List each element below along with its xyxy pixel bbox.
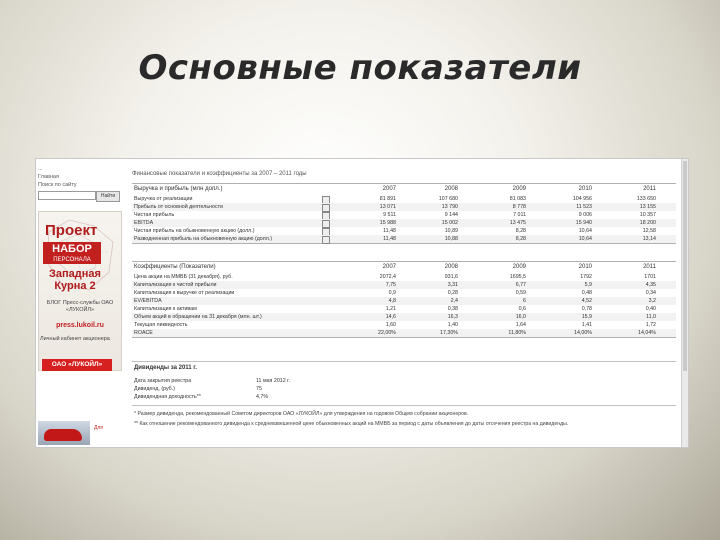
cell: 16,3 (447, 314, 458, 320)
cell: 22,00% (378, 330, 396, 336)
banner-link[interactable]: press.lukoil.ru (56, 322, 104, 329)
dividend-row (134, 377, 334, 385)
row-label: Дивиденд, (руб.) (134, 386, 175, 392)
cell: 4,35 (645, 282, 656, 288)
cell: 15 988 (379, 220, 396, 226)
row-label: Цена акции на ММВБ (31 декабря), руб. (134, 274, 233, 280)
financial-table (132, 159, 682, 447)
banner-proekt: Проект (45, 222, 98, 239)
row-label: Разводненная прибыль на обыкновенную акцию (долл.) (134, 236, 273, 242)
year-header: 2008 (444, 186, 458, 192)
section-header (132, 262, 676, 273)
cell: 11,48 (383, 228, 396, 234)
ratios-section (132, 261, 676, 338)
year-header: 2009 (512, 186, 526, 192)
cell: 107 680 (438, 196, 458, 202)
chart-icon[interactable] (322, 236, 330, 244)
cell: 0,34 (645, 290, 656, 296)
cell: 11 мая 2012 г. (256, 378, 290, 384)
cell: 1792 (580, 274, 592, 280)
cell: 1,40 (447, 322, 458, 328)
cell: 14,6 (385, 314, 396, 320)
table-row (132, 281, 676, 289)
banner-personala: ПЕРСОНАЛА (43, 256, 101, 264)
scrollbar[interactable] (681, 159, 688, 447)
site-nav-item[interactable]: ... (38, 166, 43, 172)
banner-zapadnaya: Западная Курна 2 (49, 268, 101, 292)
year-header: 2008 (444, 264, 458, 270)
cell: 10 357 (639, 212, 656, 218)
cell: 0,59 (515, 290, 526, 296)
cell: 7 011 (513, 212, 526, 218)
site-nav (38, 165, 120, 189)
divider (132, 405, 676, 406)
cell: 0,9 (388, 290, 396, 296)
cell: 13 071 (379, 204, 396, 210)
cell: 11 523 (576, 204, 592, 210)
row-label: EBITDA (134, 220, 154, 226)
row-label: Объем акций в обращении на 31 декабря (млн. шт.) (134, 314, 262, 320)
table-row (132, 219, 676, 227)
cell: 4,52 (581, 298, 592, 304)
table-row (132, 211, 676, 219)
table-heading: Финансовые показатели и коэффициенты за 2007 – 2011 годы (132, 171, 307, 177)
cell: 13 475 (509, 220, 526, 226)
cell: 10,64 (578, 228, 592, 234)
cell: 9 006 (578, 212, 592, 218)
table-row (132, 297, 676, 305)
cell: 18 200 (639, 220, 656, 226)
dividend-row (134, 393, 334, 401)
year-header: 2011 (643, 186, 656, 192)
cell: 104 956 (572, 196, 592, 202)
cell: 11,48 (383, 236, 396, 242)
row-label: Текущая ликвидность (134, 322, 188, 328)
year-header: 2007 (382, 264, 396, 270)
cell: 1,64 (515, 322, 526, 328)
row-label: Капитализация к выручке от реализации (134, 290, 235, 296)
row-label: Дата закрытия реестра (134, 378, 192, 384)
cell: 2072,4 (379, 274, 396, 280)
car-ad-text: Для (94, 425, 104, 431)
year-header: 2010 (578, 186, 592, 192)
site-nav-item[interactable]: Главная (38, 174, 59, 180)
cell: 75 (256, 386, 262, 392)
year-header: 2009 (512, 264, 526, 270)
cell: 81 891 (379, 196, 396, 202)
cell: 10,64 (578, 236, 592, 242)
cell: 6,77 (515, 282, 526, 288)
section-label: Выручка и прибыль (млн долл.) (134, 186, 223, 192)
cell: 2,4 (450, 298, 458, 304)
row-label: EV/EBITDA (134, 298, 162, 304)
row-label: Выручка от реализации (134, 196, 193, 202)
cell: 0,38 (447, 306, 458, 312)
cell: 14,04% (638, 330, 656, 336)
cell: 10,89 (444, 228, 458, 234)
cell: 16,0 (515, 314, 526, 320)
cell: 8,28 (515, 228, 526, 234)
cell: 13,14 (642, 236, 656, 242)
cell: 81 083 (509, 196, 526, 202)
cell: 9 144 (444, 212, 458, 218)
slide-title: Основные показатели (138, 48, 582, 88)
cell: 12,58 (642, 228, 656, 234)
scrollbar-thumb[interactable] (683, 161, 687, 371)
lukoil-button[interactable]: ОАО «ЛУКОЙЛ» (42, 359, 112, 371)
site-search-input[interactable] (38, 191, 96, 200)
cell: 931,6 (444, 274, 458, 280)
cell: 0,40 (645, 306, 656, 312)
cell: 1,72 (645, 322, 656, 328)
dividend-row (134, 385, 334, 393)
divider (132, 361, 676, 362)
cell: 11,0 (646, 314, 656, 320)
cell: 1,41 (581, 322, 592, 328)
cell: 7,75 (385, 282, 396, 288)
year-header: 2010 (578, 264, 592, 270)
year-header: 2011 (643, 264, 656, 270)
cell: 17,30% (440, 330, 458, 336)
cell: 6 (523, 298, 526, 304)
table-row (132, 329, 676, 337)
cell: 0,48 (581, 290, 592, 296)
cell: 8 778 (512, 204, 526, 210)
cell: 133 650 (636, 196, 656, 202)
section-label: Коэффициенты (Показатели) (134, 264, 216, 270)
banner-blog: БЛОГ Пресс-службы ОАО «ЛУКОЙЛ» (46, 300, 114, 313)
cell: 0,28 (447, 290, 458, 296)
cell: 3,2 (648, 298, 656, 304)
dividends-heading: Дивиденды за 2011 г. (134, 365, 197, 371)
cell: 0,6 (518, 306, 526, 312)
table-row (132, 203, 676, 211)
table-row (132, 289, 676, 297)
cell: 13 155 (639, 204, 656, 210)
table-row (132, 313, 676, 321)
embedded-screenshot (35, 158, 689, 448)
cell: 15 002 (441, 220, 458, 226)
footnote: * Размер дивиденда, рекомендованный Советом директоров ОАО «ЛУКОЙЛ» для утверждения на годовом Общем собрании акционеров. (134, 411, 469, 417)
cell: 1,21 (385, 306, 396, 312)
shareholder-cabinet-link[interactable]: Личный кабинет акционера (40, 336, 110, 342)
site-nav-item[interactable]: Поиск по сайту (38, 182, 77, 188)
cell: 5,9 (584, 282, 592, 288)
cell: 3,31 (447, 282, 458, 288)
cell: 13 790 (441, 204, 458, 210)
cell: 15 940 (575, 220, 592, 226)
banner-nabor: НАБОР (43, 242, 101, 256)
section-header (132, 184, 676, 195)
cell: 9 511 (383, 212, 396, 218)
cell: 1,60 (385, 322, 396, 328)
site-search-button[interactable]: Найти (96, 191, 120, 202)
car-graphic (44, 429, 82, 441)
row-label: Капитализация к чистой прибыли (134, 282, 217, 288)
table-row (132, 227, 676, 235)
table-row (132, 321, 676, 329)
cell: 4,8 (388, 298, 396, 304)
cell: 10,88 (444, 236, 458, 242)
cell: 1701 (644, 274, 656, 280)
cell: 0,78 (581, 306, 592, 312)
row-label: Чистая прибыль на обыкновенную акцию (долл.) (134, 228, 255, 234)
recruitment-banner[interactable] (38, 211, 122, 371)
cell: 4,7% (256, 394, 269, 400)
cell: 1695,5 (509, 274, 526, 280)
table-row (132, 273, 676, 281)
row-label: Прибыль от основной деятельности (134, 204, 223, 210)
table-row (132, 195, 676, 203)
footnote: ** Как отношение рекомендованного дивиденда к средневзвешенной цене обыкновенных акций на ММВБ за период с даты объявления до даты отсечения реестра на дивиденды. (134, 421, 569, 427)
cell: 14,00% (574, 330, 592, 336)
cell: 8,28 (515, 236, 526, 242)
row-label: Капитализация к активам (134, 306, 197, 312)
table-row (132, 235, 676, 243)
table-row (132, 305, 676, 313)
year-header: 2007 (382, 186, 396, 192)
site-sidebar (36, 159, 124, 447)
cell: 15,9 (581, 314, 592, 320)
row-label: ROACE (134, 330, 153, 336)
row-label: Дивидендная доходность** (134, 394, 201, 400)
cell: 11,80% (508, 330, 526, 336)
car-ad-image[interactable] (38, 421, 90, 445)
row-label: Чистая прибыль (134, 212, 175, 218)
revenue-section (132, 183, 676, 244)
